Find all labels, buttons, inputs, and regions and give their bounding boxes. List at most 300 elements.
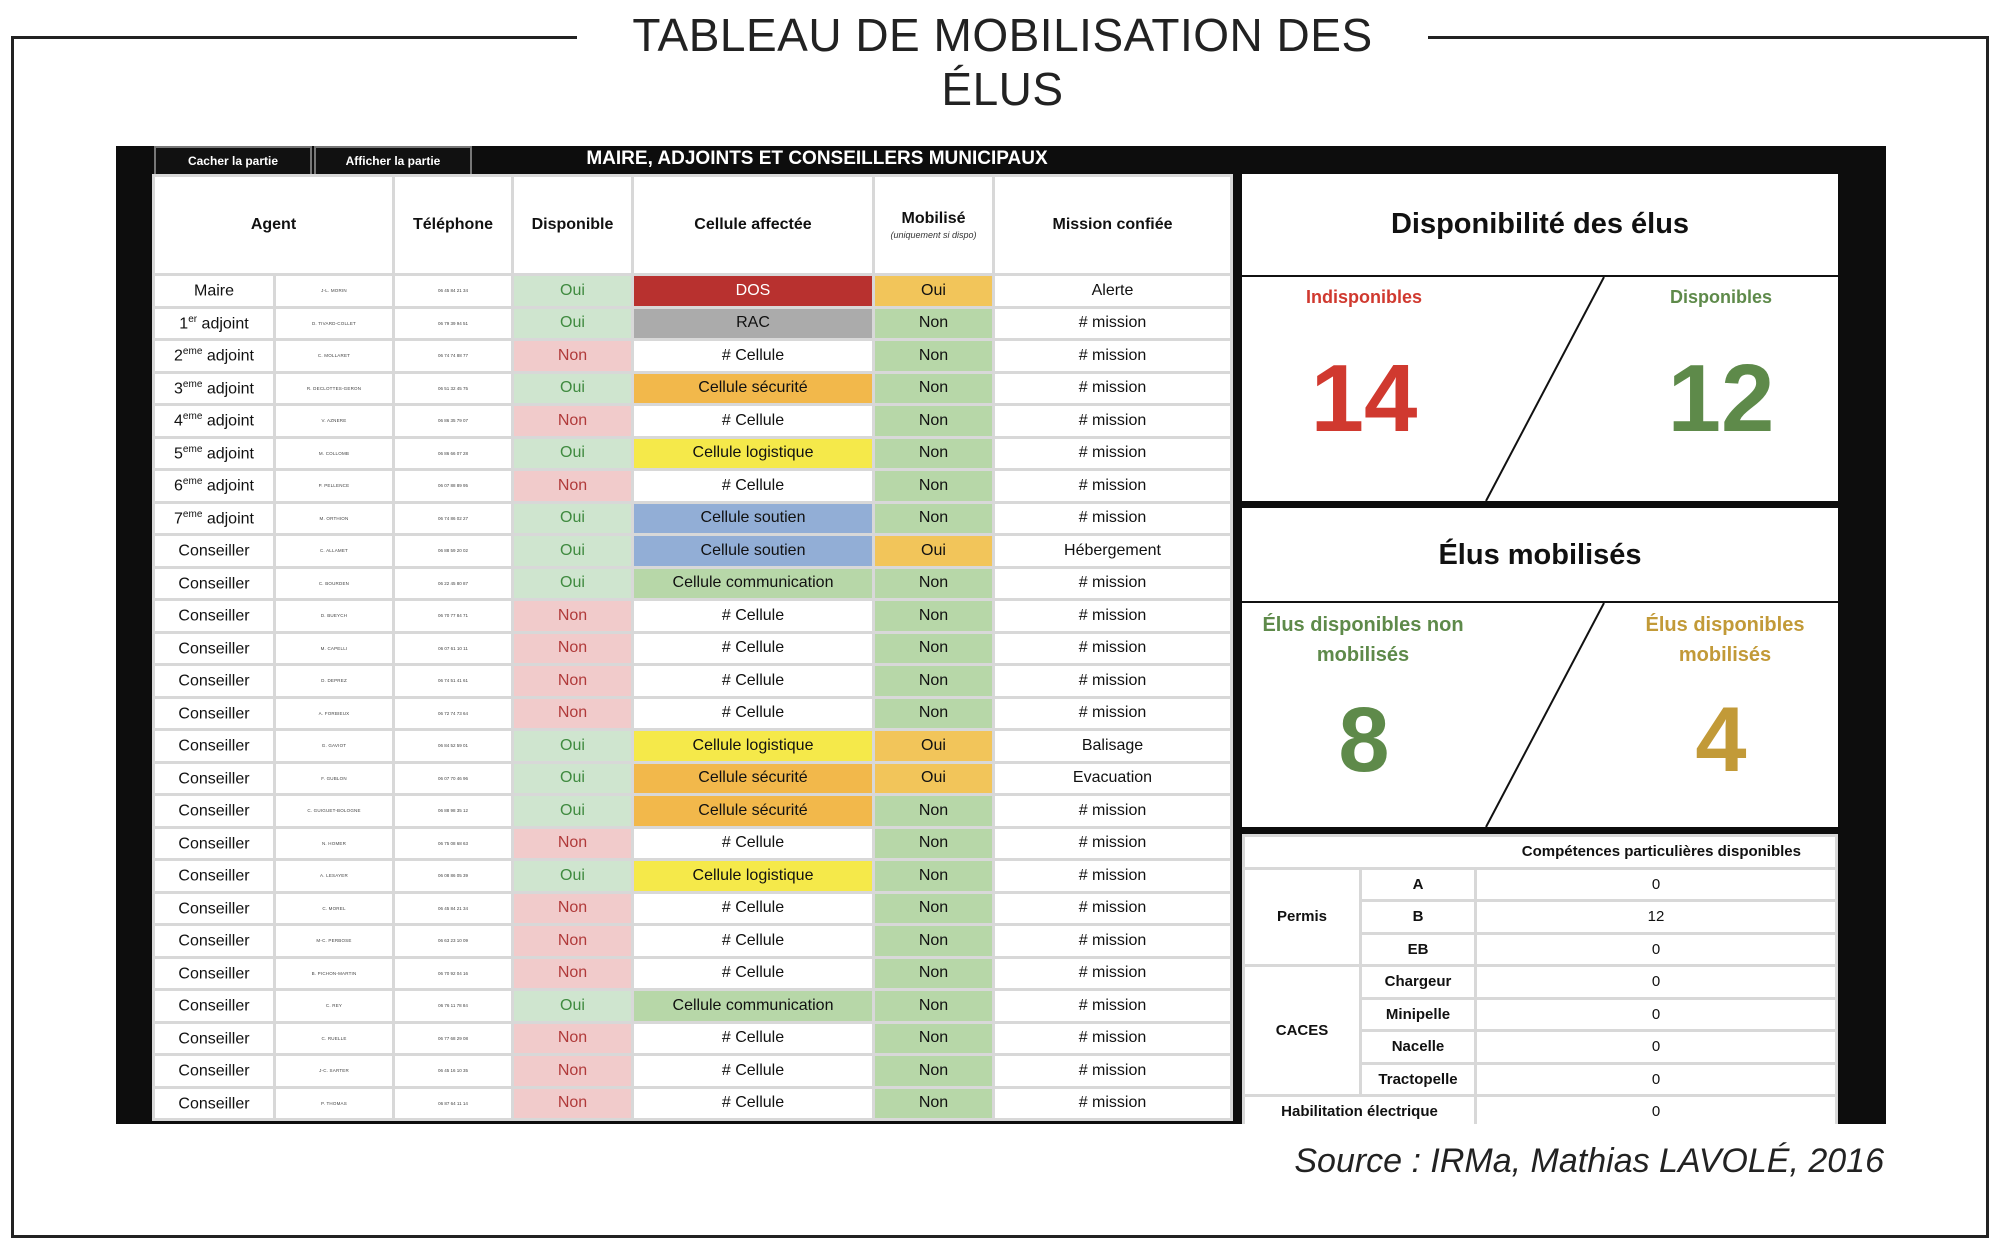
mission-cell[interactable]: # mission	[995, 309, 1230, 339]
assigned-cell[interactable]: DOS	[634, 276, 872, 306]
mission-cell[interactable]: Evacuation	[995, 764, 1230, 794]
agent-role-sup: er	[188, 313, 198, 325]
table-row	[155, 1089, 1230, 1119]
agent-role	[155, 991, 273, 1021]
table-row	[155, 666, 1230, 696]
availability-cell[interactable]: Non	[514, 341, 631, 371]
elected-officials-table	[152, 174, 1233, 1121]
availability-cell[interactable]: Non	[514, 601, 631, 631]
availability-cell[interactable]: Oui	[514, 569, 631, 599]
header-disponible: Disponible	[514, 177, 631, 273]
header-telephone: Téléphone	[395, 177, 511, 273]
caces-tractopelle-label: Tractopelle	[1362, 1065, 1474, 1095]
agent-role-text: Conseiller	[178, 737, 250, 755]
caces-nacelle-value: 0	[1477, 1032, 1835, 1062]
agent-role	[155, 276, 273, 306]
table-row	[155, 634, 1230, 664]
table-row	[155, 406, 1230, 436]
mobilised-cell[interactable]: Non	[875, 601, 992, 631]
assigned-cell[interactable]: Cellule sécurité	[634, 374, 872, 404]
agent-role-suffix: adjoint	[202, 444, 254, 462]
agent-name: M. CAPELLI	[276, 634, 392, 664]
agent-name: P. THOMAS	[276, 1089, 392, 1119]
habilitation-value: 0	[1477, 1097, 1835, 1127]
availability-title: Disponibilité des élus	[1242, 174, 1838, 277]
agent-role-sup: eme	[182, 476, 203, 488]
mobilised-cell[interactable]: Non	[875, 796, 992, 826]
agent-role-suffix: adjoint	[202, 347, 254, 365]
assigned-cell[interactable]: # Cellule	[634, 1056, 872, 1086]
agent-role-sup: eme	[182, 378, 203, 390]
agent-role	[155, 569, 273, 599]
availability-cell[interactable]: Non	[514, 894, 631, 924]
available-count: 12	[1667, 345, 1775, 452]
competences-panel	[1242, 834, 1838, 1124]
agent-role-text: Conseiller	[178, 802, 250, 820]
assigned-cell[interactable]: # Cellule	[634, 829, 872, 859]
assigned-cell[interactable]: Cellule logistique	[634, 439, 872, 469]
assigned-cell[interactable]: Cellule sécurité	[634, 764, 872, 794]
agent-name: C. GUIGUET-BOLOGNE	[276, 796, 392, 826]
agent-role-suffix: adjoint	[202, 477, 254, 495]
agent-name: J-C. SARTER	[276, 1056, 392, 1086]
agent-name: J-L. MORIN	[276, 276, 392, 306]
agent-name: C. ALLAMET	[276, 536, 392, 566]
mobilised-cell[interactable]: Non	[875, 1024, 992, 1054]
agent-phone: 06 45 84 21 34	[395, 276, 511, 306]
agent-role-text: 3	[174, 379, 183, 397]
agent-name: C. BOURDEN	[276, 569, 392, 599]
mobilised-cell[interactable]: Non	[875, 829, 992, 859]
mobilised-title: Élus mobilisés	[1242, 508, 1838, 603]
mobilised-cell[interactable]: Oui	[875, 731, 992, 761]
agent-name: M-C. PERBOSE	[276, 926, 392, 956]
agent-role	[155, 666, 273, 696]
agent-role-text: Conseiller	[178, 1029, 250, 1047]
unavailable-count: 14	[1310, 345, 1418, 452]
mobilised-cell[interactable]: Non	[875, 1089, 992, 1119]
agent-name: F. GUBLON	[276, 764, 392, 794]
agent-phone: 06 74 86 02 27	[395, 504, 511, 534]
mission-cell[interactable]: # mission	[995, 1024, 1230, 1054]
agent-role-sup: eme	[182, 346, 203, 358]
agent-role-text: Conseiller	[178, 542, 250, 560]
availability-cell[interactable]: Non	[514, 926, 631, 956]
source-caption: Source : IRMa, Mathias LAVOLÉ, 2016	[1294, 1142, 1884, 1180]
agent-phone: 06 74 74 88 77	[395, 341, 511, 371]
agent-phone: 06 70 77 84 71	[395, 601, 511, 631]
mobilised-cell[interactable]: Non	[875, 666, 992, 696]
mobilised-cell[interactable]: Oui	[875, 276, 992, 306]
agent-phone: 06 84 52 59 01	[395, 731, 511, 761]
agent-name: R. DECLOTTES-GERON	[276, 374, 392, 404]
availability-cell[interactable]: Non	[514, 829, 631, 859]
assigned-cell[interactable]: Cellule logistique	[634, 731, 872, 761]
assigned-cell[interactable]: # Cellule	[634, 959, 872, 989]
agent-name: C. REY	[276, 991, 392, 1021]
mission-cell[interactable]: # mission	[995, 374, 1230, 404]
table-row	[155, 1024, 1230, 1054]
availability-cell[interactable]: Non	[514, 959, 631, 989]
agent-role	[155, 796, 273, 826]
assigned-cell[interactable]: Cellule soutien	[634, 536, 872, 566]
mobilised-count: 4	[1695, 689, 1747, 791]
agent-phone: 06 70 92 04 16	[395, 959, 511, 989]
mission-cell[interactable]: # mission	[995, 699, 1230, 729]
mission-cell[interactable]: # mission	[995, 666, 1230, 696]
agent-role	[155, 861, 273, 891]
mobilised-cell[interactable]: Oui	[875, 764, 992, 794]
agent-phone: 06 77 68 29 08	[395, 1024, 511, 1054]
not-mobilised-count: 8	[1338, 689, 1390, 791]
agent-phone: 06 63 23 10 09	[395, 926, 511, 956]
mission-cell[interactable]: # mission	[995, 601, 1230, 631]
assigned-cell[interactable]: # Cellule	[634, 699, 872, 729]
caces-chargeur-label: Chargeur	[1362, 967, 1474, 997]
permis-eb-label: EB	[1362, 935, 1474, 965]
availability-cell[interactable]: Non	[514, 1024, 631, 1054]
assigned-cell[interactable]: # Cellule	[634, 666, 872, 696]
table-row	[155, 959, 1230, 989]
mobilised-cell[interactable]: Non	[875, 374, 992, 404]
agent-name: M. COLLOMB	[276, 439, 392, 469]
assigned-cell[interactable]: Cellule soutien	[634, 504, 872, 534]
agent-role-text: Conseiller	[178, 704, 250, 722]
assigned-cell[interactable]: # Cellule	[634, 1089, 872, 1119]
table-row	[155, 471, 1230, 501]
permis-a-label: A	[1362, 870, 1474, 900]
agent-role-text: Conseiller	[178, 997, 250, 1015]
mission-cell[interactable]: # mission	[995, 959, 1230, 989]
agent-role	[155, 406, 273, 436]
assigned-cell[interactable]: # Cellule	[634, 406, 872, 436]
agent-role-text: 5	[174, 444, 183, 462]
mission-cell[interactable]: # mission	[995, 796, 1230, 826]
mobilised-cell[interactable]: Non	[875, 634, 992, 664]
assigned-cell[interactable]: Cellule sécurité	[634, 796, 872, 826]
mission-cell[interactable]: # mission	[995, 991, 1230, 1021]
permis-b-value: 12	[1477, 902, 1835, 932]
table-row	[155, 764, 1230, 794]
assigned-cell[interactable]: # Cellule	[634, 894, 872, 924]
availability-cell[interactable]: Oui	[514, 536, 631, 566]
agent-role-text: Conseiller	[178, 867, 250, 885]
mission-cell[interactable]: # mission	[995, 504, 1230, 534]
mobilised-cell[interactable]: Non	[875, 309, 992, 339]
agent-name: C. MOLLARET	[276, 341, 392, 371]
mobilised-cell[interactable]: Non	[875, 959, 992, 989]
mission-cell[interactable]: # mission	[995, 569, 1230, 599]
agent-name: D. DEPREZ	[276, 666, 392, 696]
agent-role	[155, 439, 273, 469]
agent-role-suffix: adjoint	[202, 379, 254, 397]
competences-table	[1242, 834, 1838, 1130]
agent-role	[155, 731, 273, 761]
agent-role-text: Conseiller	[178, 1094, 250, 1112]
agent-role-text: 6	[174, 477, 183, 495]
agent-role-text: Conseiller	[178, 932, 250, 950]
agent-role	[155, 829, 273, 859]
permis-eb-value: 0	[1477, 935, 1835, 965]
agent-phone: 06 79 39 94 51	[395, 309, 511, 339]
assigned-cell[interactable]: # Cellule	[634, 634, 872, 664]
assigned-cell[interactable]: # Cellule	[634, 601, 872, 631]
table-row	[155, 731, 1230, 761]
agent-role	[155, 1056, 273, 1086]
agent-name: V. AZNERE	[276, 406, 392, 436]
availability-cell[interactable]: Non	[514, 666, 631, 696]
mobilised-cell[interactable]: Non	[875, 406, 992, 436]
agent-name: P. PELLENCE	[276, 471, 392, 501]
agent-role-text: 2	[174, 347, 183, 365]
assigned-cell[interactable]: # Cellule	[634, 471, 872, 501]
agent-role	[155, 1089, 273, 1119]
permis-b-label: B	[1362, 902, 1474, 932]
agent-role-sup: eme	[182, 411, 203, 423]
mission-cell[interactable]: Hébergement	[995, 536, 1230, 566]
table-row	[155, 341, 1230, 371]
agent-phone: 06 86 35 79 07	[395, 406, 511, 436]
availability-cell[interactable]: Non	[514, 471, 631, 501]
available-label: Disponibles	[1669, 287, 1772, 307]
mobilised-cell[interactable]: Non	[875, 699, 992, 729]
agent-name: B. PICHON-MARTIN	[276, 959, 392, 989]
mission-cell[interactable]: # mission	[995, 861, 1230, 891]
mission-cell[interactable]: # mission	[995, 1056, 1230, 1086]
dashboard-topbar	[116, 146, 1886, 174]
availability-cell[interactable]: Oui	[514, 991, 631, 1021]
mobilised-panel	[1242, 508, 1838, 827]
mission-cell[interactable]: Balisage	[995, 731, 1230, 761]
habilitation-label: Habilitation électrique	[1245, 1097, 1474, 1127]
agent-name: G. GAVIOT	[276, 731, 392, 761]
permis-a-value: 0	[1477, 870, 1835, 900]
availability-cell[interactable]: Non	[514, 699, 631, 729]
agent-role	[155, 699, 273, 729]
assigned-cell[interactable]: RAC	[634, 309, 872, 339]
table-row	[155, 276, 1230, 306]
header-mobilise	[875, 177, 992, 273]
caces-label: CACES	[1245, 967, 1359, 1094]
agent-role-text: 7	[174, 509, 183, 527]
competence-row	[1245, 967, 1835, 997]
mission-cell[interactable]: # mission	[995, 634, 1230, 664]
agent-role-text: Conseiller	[178, 574, 250, 592]
not-mobilised-label: Élus disponibles non mobilisés	[1262, 614, 1464, 666]
dashboard	[116, 146, 1886, 1124]
agent-role-text: 4	[174, 412, 183, 430]
agent-phone: 06 76 11 78 84	[395, 991, 511, 1021]
mobilised-cell[interactable]: Non	[875, 439, 992, 469]
agent-name: D. BUEYCH	[276, 601, 392, 631]
competence-row	[1245, 1097, 1835, 1127]
availability-panel	[1242, 174, 1838, 501]
table-row	[155, 1056, 1230, 1086]
mobilised-cell[interactable]: Non	[875, 1056, 992, 1086]
availability-cell[interactable]: Oui	[514, 796, 631, 826]
availability-cell[interactable]: Non	[514, 634, 631, 664]
agent-role-sup: eme	[182, 508, 203, 520]
agent-role	[155, 601, 273, 631]
agent-name: A. FORBIEUX	[276, 699, 392, 729]
assigned-cell[interactable]: # Cellule	[634, 341, 872, 371]
mission-cell[interactable]: # mission	[995, 341, 1230, 371]
agent-name: C. RUELLE	[276, 1024, 392, 1054]
agent-role-suffix: adjoint	[202, 509, 254, 527]
table-row	[155, 796, 1230, 826]
agent-role-sup: eme	[182, 443, 203, 455]
agent-name: D. TIVARD-COLLET	[276, 309, 392, 339]
table-header-row	[155, 177, 1230, 273]
caces-chargeur-value: 0	[1477, 967, 1835, 997]
agent-phone: 06 88 59 20 02	[395, 536, 511, 566]
mobilised-cell[interactable]: Non	[875, 894, 992, 924]
show-section-button[interactable]: Afficher la partie	[314, 146, 472, 176]
agent-role	[155, 894, 273, 924]
table-row	[155, 569, 1230, 599]
table-row	[155, 504, 1230, 534]
caces-minipelle-label: Minipelle	[1362, 1000, 1474, 1030]
caces-nacelle-label: Nacelle	[1362, 1032, 1474, 1062]
availability-cell[interactable]: Oui	[514, 374, 631, 404]
agent-phone: 06 07 88 89 95	[395, 471, 511, 501]
mobilised-cell[interactable]: Non	[875, 861, 992, 891]
agent-phone: 06 88 98 35 12	[395, 796, 511, 826]
agent-role-suffix: adjoint	[197, 314, 249, 332]
agent-role	[155, 764, 273, 794]
table-row	[155, 439, 1230, 469]
mobilised-cell[interactable]: Non	[875, 504, 992, 534]
dashboard-title: MAIRE, ADJOINTS ET CONSEILLERS MUNICIPAUX	[586, 148, 1048, 169]
assigned-cell[interactable]: # Cellule	[634, 926, 872, 956]
agent-phone: 06 72 74 73 64	[395, 699, 511, 729]
availability-cell[interactable]: Oui	[514, 309, 631, 339]
unavailable-label: Indisponibles	[1305, 287, 1422, 307]
table-row	[155, 861, 1230, 891]
mission-cell[interactable]: Alerte	[995, 276, 1230, 306]
agent-role	[155, 634, 273, 664]
mobilised-cell[interactable]: Oui	[875, 536, 992, 566]
assigned-cell[interactable]: Cellule communication	[634, 991, 872, 1021]
mobilised-cell[interactable]: Non	[875, 991, 992, 1021]
assigned-cell[interactable]: # Cellule	[634, 1024, 872, 1054]
agent-role-suffix: adjoint	[202, 412, 254, 430]
table-row	[155, 991, 1230, 1021]
agent-role-text: Conseiller	[178, 769, 250, 787]
competences-header-row	[1245, 837, 1835, 867]
availability-cell[interactable]: Non	[514, 406, 631, 436]
page-title: TABLEAU DE MOBILISATION DES ÉLUS	[632, 9, 1373, 115]
hide-section-button[interactable]: Cacher la partie	[154, 146, 312, 176]
caces-minipelle-value: 0	[1477, 1000, 1835, 1030]
header-cellule: Cellule affectée	[634, 177, 872, 273]
mobilised-label: Élus disponibles mobilisés	[1645, 614, 1805, 666]
agent-role	[155, 1024, 273, 1054]
agent-name: N. HOMER	[276, 829, 392, 859]
agent-role	[155, 341, 273, 371]
mission-cell[interactable]: # mission	[995, 894, 1230, 924]
table-row	[155, 894, 1230, 924]
agent-role-text: Conseiller	[178, 899, 250, 917]
header-mission: Mission confiée	[995, 177, 1230, 273]
agent-phone: 06 45 84 21 34	[395, 894, 511, 924]
mobilised-cell[interactable]: Non	[875, 926, 992, 956]
agent-phone: 06 22 45 80 87	[395, 569, 511, 599]
availability-cell[interactable]: Oui	[514, 731, 631, 761]
mission-cell[interactable]: # mission	[995, 439, 1230, 469]
mission-cell[interactable]: # mission	[995, 926, 1230, 956]
assigned-cell[interactable]: Cellule logistique	[634, 861, 872, 891]
agent-phone: 06 75 08 68 63	[395, 829, 511, 859]
agent-role-text: Conseiller	[178, 639, 250, 657]
availability-cell[interactable]: Oui	[514, 861, 631, 891]
mission-cell[interactable]: # mission	[995, 406, 1230, 436]
competences-title: Compétences particulières disponibles	[1245, 837, 1835, 867]
frame-line-right	[1428, 36, 1989, 39]
table-row	[155, 699, 1230, 729]
agent-phone: 06 87 64 11 14	[395, 1089, 511, 1119]
agent-role-text: Conseiller	[178, 672, 250, 690]
availability-cell[interactable]: Oui	[514, 439, 631, 469]
agent-role	[155, 471, 273, 501]
frame-line-left	[11, 36, 577, 39]
agent-name: C. MOREL	[276, 894, 392, 924]
assigned-cell[interactable]: Cellule communication	[634, 569, 872, 599]
table-row	[155, 601, 1230, 631]
agent-role-text: Conseiller	[178, 834, 250, 852]
permis-label: Permis	[1245, 870, 1359, 965]
agent-role	[155, 309, 273, 339]
mobilised-cell[interactable]: Non	[875, 471, 992, 501]
agent-phone: 06 74 51 41 61	[395, 666, 511, 696]
availability-cell[interactable]: Oui	[514, 504, 631, 534]
agent-name: M. ORTHION	[276, 504, 392, 534]
caces-tractopelle-value: 0	[1477, 1065, 1835, 1095]
availability-cell[interactable]: Oui	[514, 764, 631, 794]
availability-cell[interactable]: Non	[514, 1056, 631, 1086]
competence-row	[1245, 870, 1835, 900]
agent-role-text: Maire	[193, 282, 234, 300]
agent-role	[155, 926, 273, 956]
agent-phone: 06 07 70 46 96	[395, 764, 511, 794]
agent-phone: 06 07 61 10 11	[395, 634, 511, 664]
header-mobilise-note: (uniquement si dispo)	[890, 230, 977, 240]
agent-phone: 06 86 66 07 28	[395, 439, 511, 469]
agent-role-text: Conseiller	[178, 607, 250, 625]
mission-cell[interactable]: # mission	[995, 1089, 1230, 1119]
header-agent: Agent	[155, 177, 392, 273]
agent-role-text: Conseiller	[178, 1062, 250, 1080]
availability-cell[interactable]: Non	[514, 1089, 631, 1119]
agent-role	[155, 374, 273, 404]
agent-role-text: 1	[179, 314, 189, 332]
mission-cell[interactable]: # mission	[995, 471, 1230, 501]
agent-phone: 06 45 16 10 35	[395, 1056, 511, 1086]
availability-cell[interactable]: Oui	[514, 276, 631, 306]
mission-cell[interactable]: # mission	[995, 829, 1230, 859]
agent-role-text: Conseiller	[178, 964, 250, 982]
agent-role	[155, 959, 273, 989]
mobilised-cell[interactable]: Non	[875, 341, 992, 371]
mobilised-cell[interactable]: Non	[875, 569, 992, 599]
table-row	[155, 926, 1230, 956]
header-mobilise-label: Mobilisé	[901, 210, 966, 227]
agent-role	[155, 504, 273, 534]
agent-phone: 06 51 32 45 75	[395, 374, 511, 404]
agent-role	[155, 536, 273, 566]
agent-phone: 06 08 86 05 39	[395, 861, 511, 891]
table-row	[155, 829, 1230, 859]
